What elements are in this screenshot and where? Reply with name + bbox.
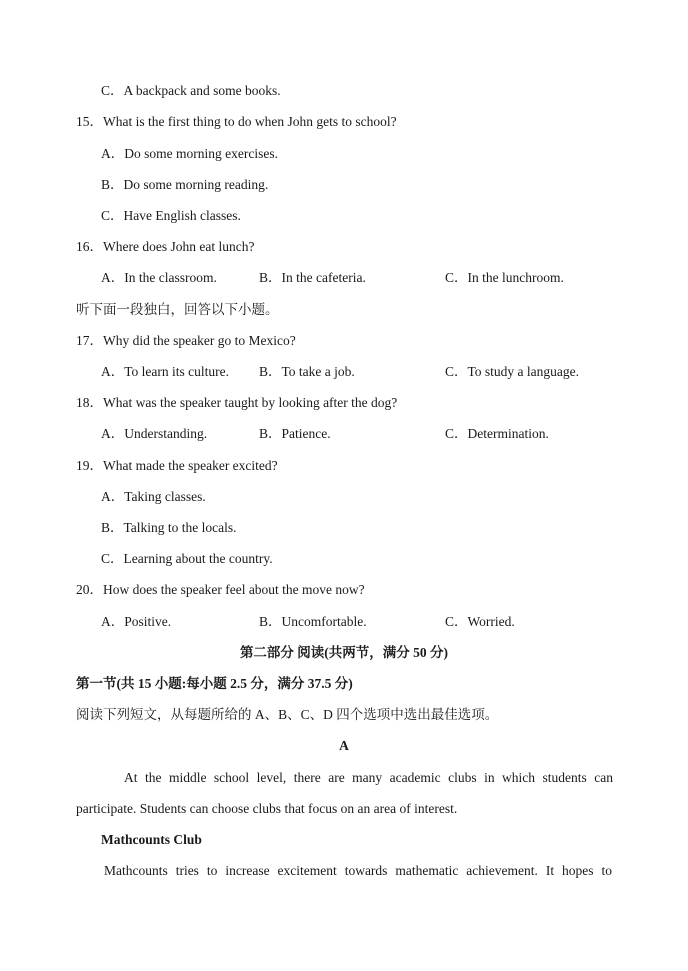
q15-option-c: C．Have English classes. (101, 208, 241, 223)
q15-option-b: B．Do some morning reading. (101, 177, 269, 192)
q19-option-a: A．Taking classes. (101, 489, 206, 504)
section1-title: 第一节(共 15 小题:每小题 2.5 分，满分 37.5 分) (76, 676, 353, 691)
reading-instruction: 阅读下列短文，从每题所给的 A、B、C、D 四个选项中选出最佳选项。 (76, 707, 499, 722)
passage-paragraph-1-line-2: participate. Students can choose clubs that focus on an area of interest. (76, 801, 458, 816)
question-16: 16．Where does John eat lunch? (76, 239, 255, 254)
monologue-instruction: 听下面一段独白，回答以下小题。 (76, 302, 279, 317)
q20-option-a: A．Positive. (101, 614, 172, 629)
q17-option-a: A．To learn its culture. (101, 364, 230, 379)
club-heading: Mathcounts Club (101, 832, 202, 847)
q16-option-b: B．In the cafeteria. (259, 270, 366, 285)
part2-title: 第二部分 阅读(共两节，满分 50 分) (239, 645, 449, 660)
question-17: 17．Why did the speaker go to Mexico? (76, 333, 296, 348)
q16-option-c: C．In the lunchroom. (445, 270, 564, 285)
q18-option-a: A．Understanding. (101, 426, 208, 441)
passage-label: A (339, 738, 349, 753)
q20-option-b: B．Uncomfortable. (259, 614, 367, 629)
question-20: 20．How does the speaker feel about the move now? (76, 582, 365, 597)
question-15: 15．What is the first thing to do when John gets to school? (76, 114, 397, 129)
passage-paragraph-2-line-1: Mathcounts tries to increase excitement towards mathematic achievement. It hopes to (104, 863, 612, 878)
q17-option-c: C．To study a language. (445, 364, 580, 379)
option-c-prev: C．A backpack and some books. (101, 83, 281, 98)
question-19: 19．What made the speaker excited? (76, 458, 278, 473)
q19-option-c: C．Learning about the country. (101, 551, 273, 566)
q17-option-b: B．To take a job. (259, 364, 355, 379)
passage-paragraph-1-line-1: At the middle school level, there are many academic clubs in which students can (124, 770, 613, 785)
q20-option-c: C．Worried. (445, 614, 515, 629)
q18-option-b: B．Patience. (259, 426, 331, 441)
q15-option-a: A．Do some morning exercises. (101, 146, 278, 161)
q18-option-c: C．Determination. (445, 426, 549, 441)
question-18: 18．What was the speaker taught by looking after the dog? (76, 395, 398, 410)
q16-option-a: A．In the classroom. (101, 270, 217, 285)
q19-option-b: B．Talking to the locals. (101, 520, 237, 535)
